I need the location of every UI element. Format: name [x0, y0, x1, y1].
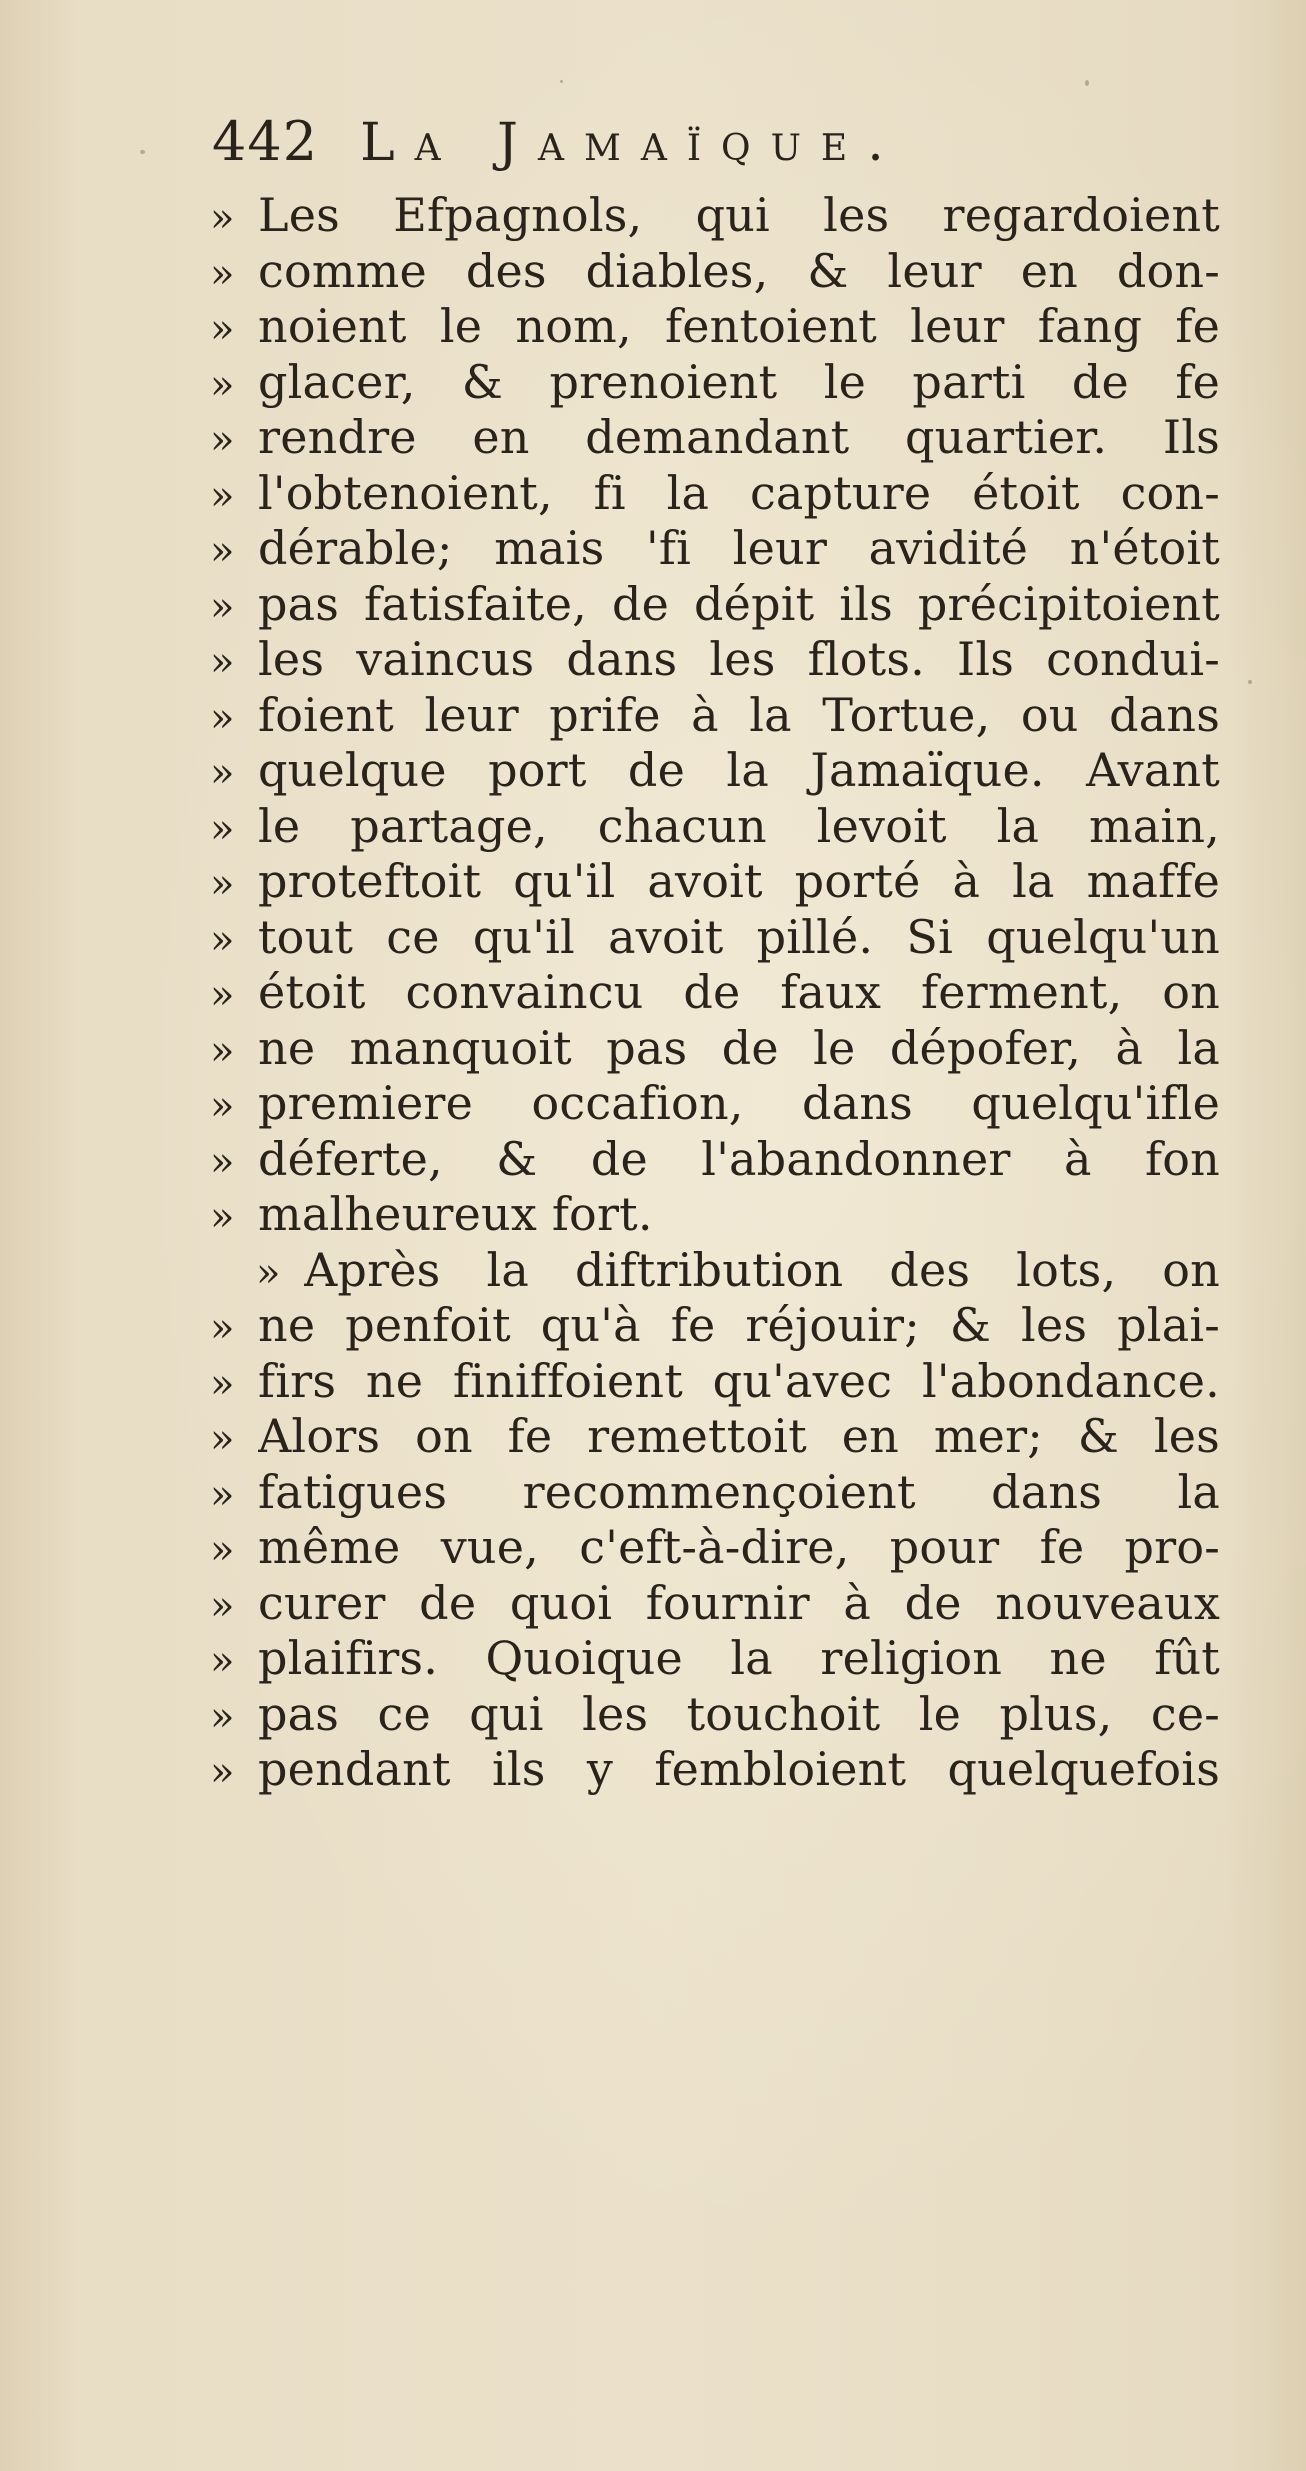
- text-line: [210, 1576, 1220, 1632]
- text-line: [210, 355, 1220, 411]
- line-text: firs ne finiffoient qu'avec l'abondance.: [258, 1353, 1220, 1408]
- text-line: [210, 1021, 1220, 1077]
- line-text: fatigues recommençoient dans la: [258, 1464, 1220, 1519]
- text-line: [210, 1687, 1220, 1743]
- line-text: malheureux fort.: [258, 1187, 653, 1241]
- text-line: [210, 1631, 1220, 1687]
- text-line: [210, 854, 1220, 910]
- line-text: quelque port de la Jamaïque. Avant: [258, 743, 1220, 797]
- line-text: ne manquoit pas de le dépofer, à la: [258, 1020, 1220, 1075]
- quote-mark: »: [210, 1138, 235, 1185]
- quote-mark: »: [210, 195, 235, 241]
- quote-mark: »: [210, 1416, 235, 1462]
- line-text: rendre en demandant quartier. Ils: [258, 410, 1220, 464]
- line-text: pas ce qui les touchoit le plus, ce-: [258, 1686, 1220, 1741]
- text-line: [210, 1354, 1220, 1410]
- line-text: glacer, & prenoient le parti de fe: [258, 354, 1220, 409]
- text-line: [210, 1409, 1220, 1465]
- quote-mark: »: [210, 472, 235, 519]
- text-line: [210, 1076, 1220, 1132]
- page-number: 442: [212, 110, 319, 173]
- line-text: plaifirs. Quoique la religion ne fût: [258, 1631, 1220, 1685]
- line-text: les vaincus dans les flots. Ils condui-: [258, 632, 1220, 686]
- line-text: noient le nom, fentoient leur fang fe: [258, 299, 1220, 353]
- text-line: [210, 521, 1220, 577]
- line-text: comme des diables, & leur en don-: [258, 243, 1220, 298]
- quote-mark: »: [210, 1638, 235, 1684]
- quote-mark: »: [210, 750, 235, 796]
- text-line: [210, 577, 1220, 633]
- quote-mark: »: [210, 1527, 235, 1573]
- quote-mark: »: [210, 1693, 235, 1740]
- quote-mark: »: [210, 1083, 235, 1129]
- line-text: Alors on fe remettoit en mer; & les: [258, 1409, 1220, 1463]
- text-line: [210, 299, 1220, 355]
- text-line: [210, 1298, 1220, 1354]
- quote-mark: »: [210, 861, 235, 907]
- line-text: proteftoit qu'il avoit porté à la maffe: [258, 854, 1220, 908]
- running-header: [212, 110, 904, 190]
- text-line: [210, 965, 1220, 1021]
- text-line: [210, 688, 1220, 744]
- line-text: foient leur prife à la Tortue, ou dans: [258, 687, 1220, 742]
- text-line: [210, 188, 1220, 244]
- line-text: l'obtenoient, fi la capture étoit con-: [258, 465, 1220, 520]
- line-text: même vue, c'eft-à-dire, pour fe pro-: [258, 1520, 1220, 1574]
- paper-speck: [560, 80, 563, 83]
- paper-speck: [1085, 80, 1089, 86]
- line-text: curer de quoi fournir à de nouveaux: [258, 1575, 1220, 1630]
- quote-mark: »: [210, 1749, 235, 1795]
- line-text: pas fatisfaite, de dépit ils précipitoient: [258, 576, 1220, 631]
- text-line: [210, 632, 1220, 688]
- body-text: [210, 188, 1220, 1798]
- line-text: tout ce qu'il avoit pillé. Si quelqu'un: [258, 909, 1220, 964]
- paragraph-end-line: [210, 1187, 1220, 1243]
- text-line: [210, 799, 1220, 855]
- quote-mark: »: [210, 972, 235, 1018]
- quote-mark: »: [210, 916, 235, 963]
- paragraph-start-line: [210, 1243, 1220, 1299]
- text-line: [210, 466, 1220, 522]
- text-line: [210, 244, 1220, 300]
- text-line: [210, 1520, 1220, 1576]
- quote-mark: »: [210, 528, 235, 574]
- line-text: Après la diftribution des lots, on: [304, 1242, 1220, 1297]
- quote-mark: »: [210, 583, 235, 630]
- paper-speck: [1248, 680, 1252, 684]
- line-text: pendant ils y fembloient quelquefois: [258, 1742, 1220, 1796]
- quote-mark: »: [210, 1582, 235, 1629]
- text-line: [210, 410, 1220, 466]
- quote-mark: »: [210, 1194, 235, 1240]
- quote-mark: »: [210, 1305, 235, 1351]
- quote-mark: »: [210, 361, 235, 408]
- quote-mark: »: [210, 1471, 235, 1518]
- text-line: [210, 1465, 1220, 1521]
- line-text: premiere occafion, dans quelqu'ifle: [258, 1076, 1220, 1130]
- text-line: [210, 910, 1220, 966]
- quote-mark: »: [210, 250, 235, 297]
- text-line: [210, 1742, 1220, 1798]
- line-text: le partage, chacun levoit la main,: [258, 798, 1220, 853]
- line-text: étoit convaincu de faux ferment, on: [258, 965, 1220, 1019]
- quote-mark: »: [210, 306, 235, 352]
- paper-speck: [140, 150, 145, 154]
- text-line: [210, 1132, 1220, 1188]
- text-line: [210, 743, 1220, 799]
- quote-mark: »: [210, 1360, 235, 1407]
- line-text: dérable; mais 'fi leur avidité n'étoit: [258, 521, 1220, 575]
- quote-mark: »: [210, 805, 235, 852]
- running-title: La Jamaïque.: [360, 113, 904, 173]
- quote-mark: »: [210, 1027, 235, 1074]
- quote-mark: »: [256, 1249, 281, 1296]
- line-text: Les Efpagnols, qui les regardoient: [258, 188, 1220, 242]
- line-text: ne penfoit qu'à fe réjouir; & les plai-: [258, 1298, 1220, 1352]
- quote-mark: »: [210, 639, 235, 685]
- line-text: déferte, & de l'abandonner à fon: [258, 1131, 1220, 1186]
- quote-mark: »: [210, 417, 235, 463]
- quote-mark: »: [210, 694, 235, 741]
